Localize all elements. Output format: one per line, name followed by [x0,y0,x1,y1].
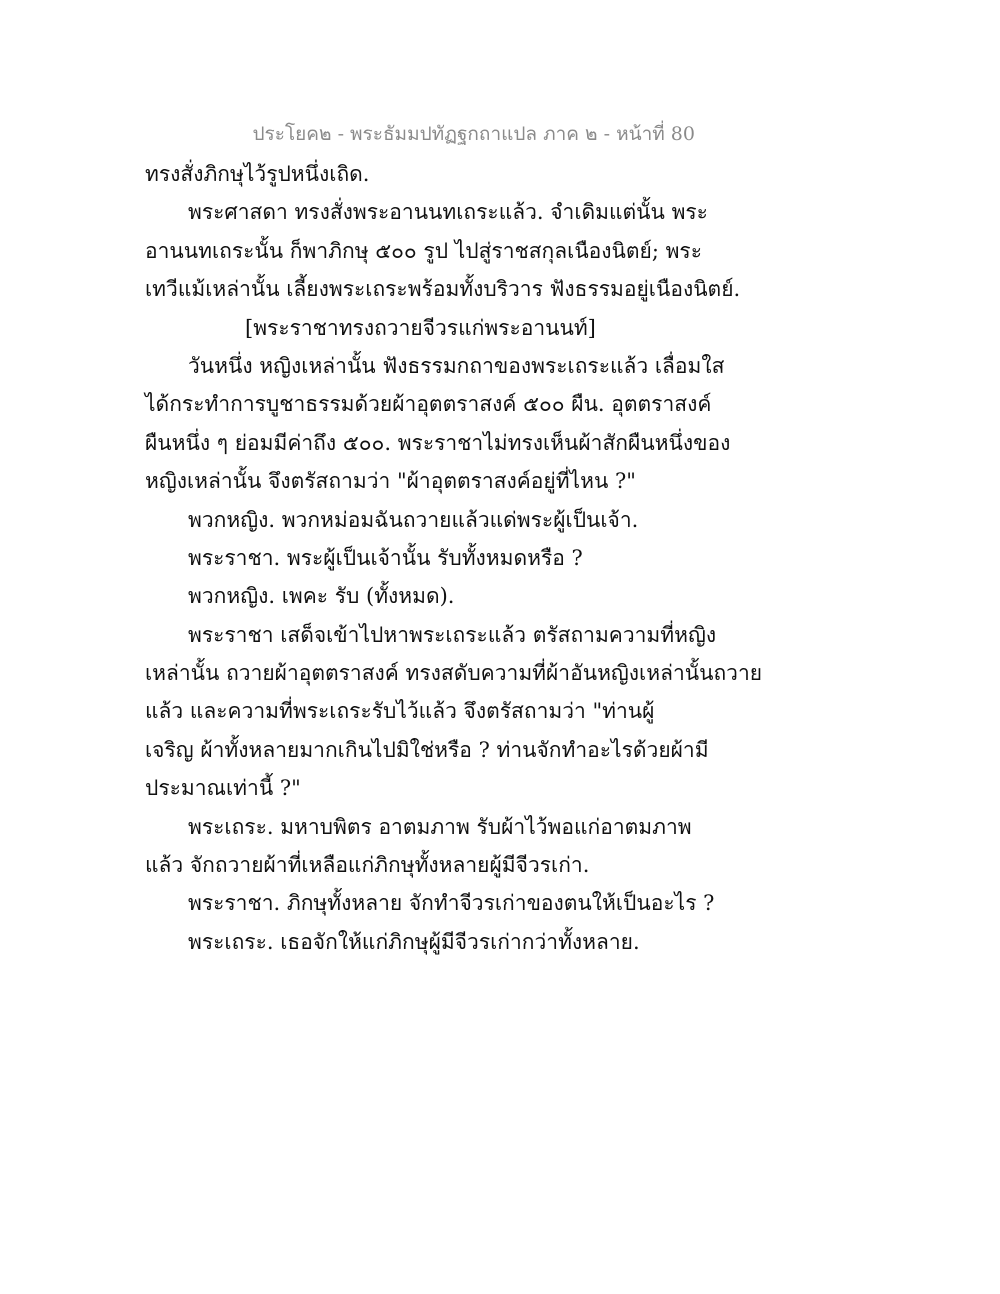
paragraph-start: วันหนึ่ง หญิงเหล่านั้น ฟังธรรมกถาของพระเถระแล้ว เลื่อมใส [188,353,725,378]
dialogue-line: พระเถระ. เธอจักให้แก่ภิกษุผู้มีจีวรเก่ากว่าทั้งหลาย. [188,929,640,954]
text-line: ทรงสั่งภิกษุไว้รูปหนึ่งเถิด. [145,162,370,186]
dialogue-line: พวกหญิง. เพคะ รับ (ทั้งหมด). [188,584,455,609]
text-line: แล้ว และความที่พระเถระรับไว้แล้ว จึงตรัสถามว่า "ท่านผู้ [145,699,655,724]
text-line: ได้กระทำการบูชาธรรมด้วยผ้าอุตตราสงค์ ๕๐๐ ผืน. อุตตราสงค์ [145,392,712,417]
dialogue-line: พระราชา. พระผู้เป็นเจ้านั้น รับทั้งหมดหรือ ? [188,545,583,570]
section-heading: [พระราชาทรงถวายจีวรแก่พระอานนท์] [245,315,596,340]
dialogue-line: พวกหญิง. พวกหม่อมฉันถวายแล้วแด่พระผู้เป็นเจ้า. [188,507,639,532]
text-line: แล้ว จักถวายผ้าที่เหลือแก่ภิกษุทั้งหลายผู้มีจีวรเก่า. [145,853,590,878]
body-text [145,155,763,961]
dialogue-line: พระเถระ. มหาบพิตร อาตมภาพ รับผ้าไว้พอแก่อาตมภาพ [188,814,692,839]
text-line: หญิงเหล่านั้น จึงตรัสถามว่า "ผ้าอุตตราสงค์อยู่ที่ไหน ?" [145,469,636,494]
paragraph-start: พระศาสดา ทรงสั่งพระอานนทเถระแล้ว. จำเดิมแต่นั้น พระ [188,200,708,225]
dialogue-line: พระราชา. ภิกษุทั้งหลาย จักทำจีวรเก่าของตนให้เป็นอะไร ? [188,891,715,916]
text-line: ผืนหนึ่ง ๆ ย่อมมีค่าถึง ๕๐๐. พระราชาไม่ทรงเห็นผ้าสักผืนหนึ่งของ [145,430,731,455]
text-line: เทวีแม้เหล่านั้น เลี้ยงพระเถระพร้อมทั้งบริวาร ฟังธรรมอยู่เนืองนิตย์. [145,277,741,302]
text-line: อานนทเถระนั้น ก็พาภิกษุ ๕๐๐ รูป ไปสู่ราชสกุลเนืองนิตย์; พระ [145,238,702,263]
paragraph-start: พระราชา เสด็จเข้าไปหาพระเถระแล้ว ตรัสถามความที่หญิง [188,622,717,647]
text-line: เจริญ ผ้าทั้งหลายมากเกินไปมิใช่หรือ ? ท่านจักทำอะไรด้วยผ้ามี [145,737,709,762]
text-line: เหล่านั้น ถวายผ้าอุตตราสงค์ ทรงสดับความที่ผ้าอันหญิงเหล่านั้นถวาย [145,661,763,686]
text-line: ประมาณเท่านี้ ?" [145,776,301,801]
page-header: ประโยค๒ - พระธัมมปทัฏฐกถาแปล ภาค ๒ - หน้าที่ 80 [252,123,695,145]
